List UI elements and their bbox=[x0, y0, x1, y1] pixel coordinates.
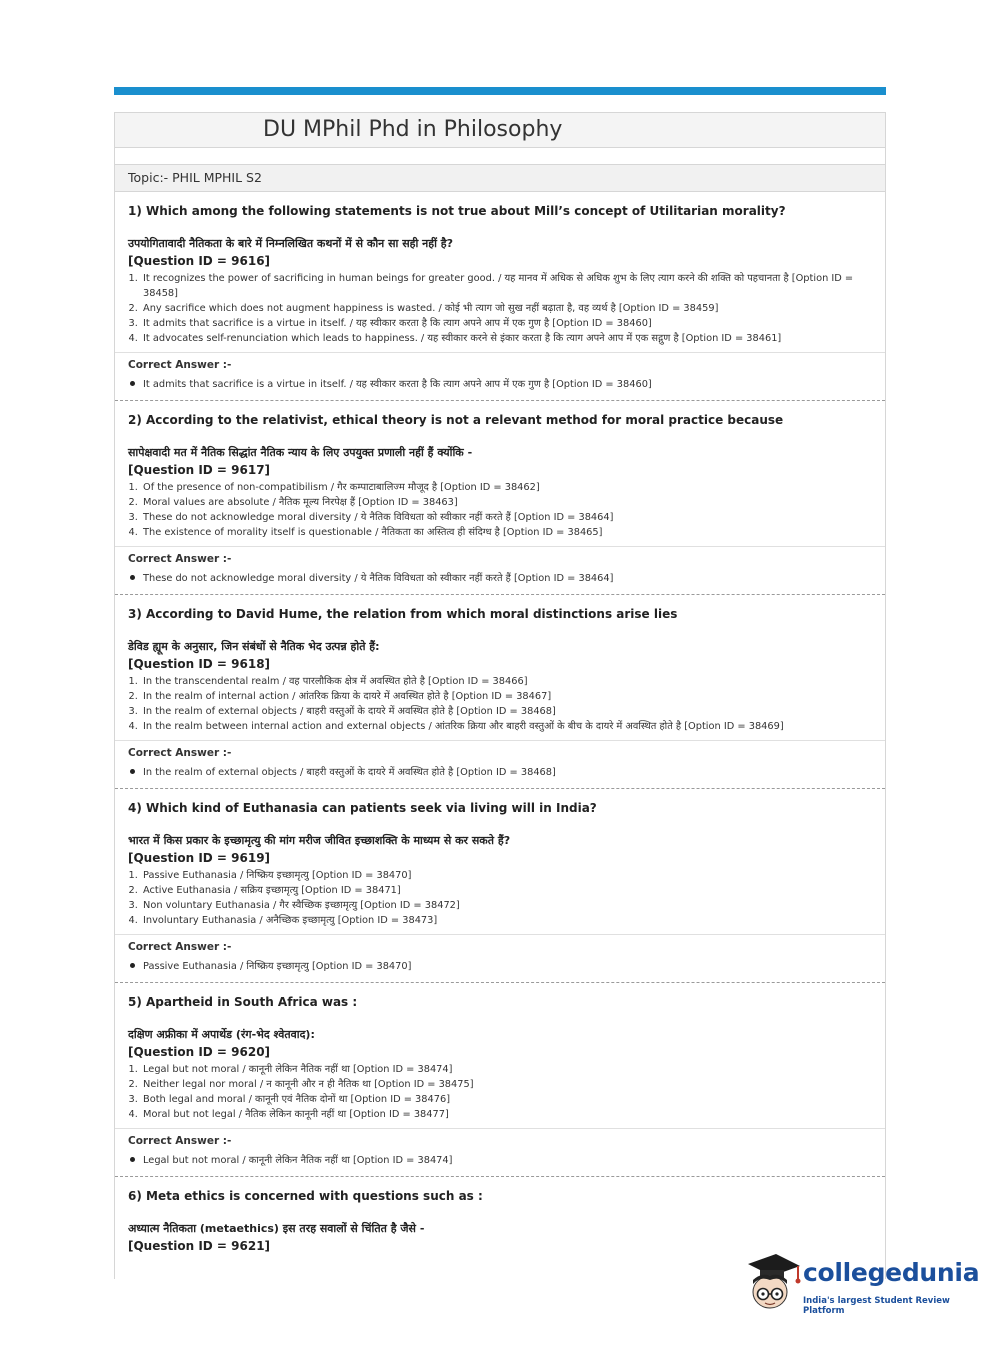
question-4 bbox=[115, 789, 885, 982]
question-text: 6) Meta ethics is concerned with questions such as : bbox=[128, 1189, 483, 1203]
question-id: [Question ID = 9618] bbox=[128, 657, 271, 671]
question-id: [Question ID = 9621] bbox=[128, 1239, 271, 1253]
correct-answer-box bbox=[115, 546, 885, 594]
question-5 bbox=[115, 983, 885, 1176]
correct-answer-box bbox=[115, 934, 885, 982]
bullet-icon bbox=[130, 381, 135, 386]
option-item: 4. The existence of morality itself is questionable / नैतिकता का अस्तित्व ही संदिग्ध है [Option ID = 38465] bbox=[141, 525, 872, 540]
question-text: 5) Apartheid in South Africa was : bbox=[128, 995, 358, 1009]
correct-answer-text: Legal but not moral / कानूनी लेकिन नैतिक नहीं था [Option ID = 38474] bbox=[143, 1155, 453, 1166]
option-item: 1. In the transcendental realm / वह पारलौकिक क्षेत्र में अवस्थित होते है [Option ID = 38466] bbox=[141, 674, 872, 689]
page-title: DU MPhil Phd in Philosophy bbox=[263, 117, 563, 142]
correct-answer bbox=[128, 571, 872, 586]
bullet-icon bbox=[130, 769, 135, 774]
options-list bbox=[115, 867, 885, 928]
correct-answer-label: Correct Answer :- bbox=[128, 747, 232, 759]
question-3 bbox=[115, 595, 885, 788]
option-item: 2. Moral values are absolute / नैतिक मूल्य निरपेक्ष हैं [Option ID = 38463] bbox=[141, 495, 872, 510]
correct-answer-label: Correct Answer :- bbox=[128, 941, 232, 953]
question-6 bbox=[115, 1177, 885, 1255]
option-item: 2. Active Euthanasia / सक्रिय इच्छामृत्यु [Option ID = 38471] bbox=[141, 883, 872, 898]
question-id: [Question ID = 9620] bbox=[128, 1045, 271, 1059]
title-box bbox=[115, 113, 885, 148]
question-text-hindi: भारत में किस प्रकार के इच्छामृत्यु की मांग मरीज जीवित इच्छाशक्ति के माध्यम से कर सकते हैं? bbox=[128, 834, 511, 847]
header-accent-bar bbox=[114, 87, 886, 95]
question-text-hindi: अध्यात्म नैतिकता (metaethics) इस तरह सवालों से चिंतित है जैसे - bbox=[128, 1222, 425, 1235]
option-item: 4. Moral but not legal / नैतिक लेकिन कानूनी नहीं था [Option ID = 38477] bbox=[141, 1107, 872, 1122]
option-item: 1. Of the presence of non-compatibilism / गैर कम्पाटाबालिज्म मौजूद है [Option ID = 38462] bbox=[141, 480, 872, 495]
option-item: 3. In the realm of external objects / बाहरी वस्तुओं के दायरे में अवस्थित होते है [Option ID = 38468] bbox=[141, 704, 872, 719]
question-text: 1) Which among the following statements is not true about Mill’s concept of Utilitarian morality? bbox=[128, 204, 786, 218]
question-1 bbox=[115, 192, 885, 400]
question-text-hindi: डेविड ह्यूम के अनुसार, जिन संबंधों से नैतिक भेद उत्पन्न होते हैं: bbox=[128, 640, 380, 653]
option-item: 3. These do not acknowledge moral diversity / ये नैतिक विविधता को स्वीकार नहीं करते हैं [Option ID = 38464] bbox=[141, 510, 872, 525]
correct-answer-box bbox=[115, 352, 885, 400]
options-list bbox=[115, 479, 885, 540]
option-item: 3. Both legal and moral / कानूनी एवं नैतिक दोनों था [Option ID = 38476] bbox=[141, 1092, 872, 1107]
correct-answer-label: Correct Answer :- bbox=[128, 553, 232, 565]
bullet-icon bbox=[130, 1157, 135, 1162]
collegedunia-logo bbox=[742, 1250, 980, 1316]
option-item: 1. It recognizes the power of sacrificing in human beings for greater good. / यह मानव में अधिक से अधिक शुभ के लिए त्याग करने की शक्ति को पहचानता है [Option ID = 38458] bbox=[141, 271, 872, 301]
question-id: [Question ID = 9619] bbox=[128, 851, 271, 865]
correct-answer bbox=[128, 959, 872, 974]
question-id: [Question ID = 9616] bbox=[128, 254, 271, 268]
correct-answer-box bbox=[115, 740, 885, 788]
option-item: 3. Non voluntary Euthanasia / गैर स्वैच्छिक इच्छामृत्यु [Option ID = 38472] bbox=[141, 898, 872, 913]
title-spacer bbox=[115, 148, 885, 165]
question-text: 2) According to the relativist, ethical theory is not a relevant method for moral practice because bbox=[128, 413, 784, 427]
question-text: 3) According to David Hume, the relation from which moral distinctions arise lies bbox=[128, 607, 678, 621]
correct-answer bbox=[128, 1153, 872, 1168]
correct-answer-label: Correct Answer :- bbox=[128, 359, 232, 371]
correct-answer bbox=[128, 377, 872, 392]
bullet-icon bbox=[130, 963, 135, 968]
option-item: 2. Any sacrifice which does not augment happiness is wasted. / कोई भी त्याग जो सुख नहीं बढ़ाता है, वह व्यर्थ है [Option ID = 38459] bbox=[141, 301, 872, 316]
correct-answer-text: It admits that sacrifice is a virtue in itself. / यह स्वीकार करता है कि त्याग अपने आप में एक गुण है [Option ID = 38460] bbox=[143, 379, 652, 390]
correct-answer-label: Correct Answer :- bbox=[128, 1135, 232, 1147]
question-paper bbox=[114, 112, 886, 1279]
bullet-icon bbox=[130, 575, 135, 580]
topic-label: Topic:- PHIL MPHIL S2 bbox=[115, 165, 885, 192]
question-id: [Question ID = 9617] bbox=[128, 463, 271, 477]
correct-answer-text: In the realm of external objects / बाहरी वस्तुओं के दायरे में अवस्थित होते है [Option ID = 38468] bbox=[143, 767, 556, 778]
option-item: 2. Neither legal nor moral / न कानूनी और न ही नैतिक था [Option ID = 38475] bbox=[141, 1077, 872, 1092]
option-item: 2. In the realm of internal action / आंतरिक क्रिया के दायरे में अवस्थित होते है [Option ID = 38467] bbox=[141, 689, 872, 704]
logo-tagline: India's largest Student Review Platform bbox=[803, 1296, 950, 1316]
option-item: 4. It advocates self-renunciation which leads to happiness. / यह स्वीकार करने से इंकार करता है कि त्याग अपने आप में एक सद्गुण है [Option ID = 38461] bbox=[141, 331, 872, 346]
correct-answer bbox=[128, 765, 872, 780]
option-item: 3. It admits that sacrifice is a virtue in itself. / यह स्वीकार करता है कि त्याग अपने आप में एक गुण है [Option ID = 38460] bbox=[141, 316, 872, 331]
option-item: 1. Legal but not moral / कानूनी लेकिन नैतिक नहीं था [Option ID = 38474] bbox=[141, 1062, 872, 1077]
question-text-hindi: दक्षिण अफ्रीका में अपार्थेड (रंग-भेद श्वेतवाद): bbox=[128, 1028, 315, 1041]
options-list bbox=[115, 1061, 885, 1122]
options-list bbox=[115, 673, 885, 734]
question-text-hindi: उपयोगितावादी नैतिकता के बारे में निम्नलिखित कथनों में से कौन सा सही नहीं है? bbox=[128, 237, 454, 250]
correct-answer-box bbox=[115, 1128, 885, 1176]
correct-answer-text: Passive Euthanasia / निष्क्रिय इच्छामृत्यु [Option ID = 38470] bbox=[143, 961, 412, 972]
question-text-hindi: सापेक्षवादी मत में नैतिक सिद्धांत नैतिक न्याय के लिए उपयुक्त प्रणाली नहीं हैं क्योंकि - bbox=[128, 446, 473, 459]
student-mascot-icon bbox=[742, 1250, 802, 1312]
correct-answer-text: These do not acknowledge moral diversity / ये नैतिक विविधता को स्वीकार नहीं करते हैं [Option ID = 38464] bbox=[143, 573, 614, 584]
option-item: 1. Passive Euthanasia / निष्क्रिय इच्छामृत्यु [Option ID = 38470] bbox=[141, 868, 872, 883]
question-2 bbox=[115, 401, 885, 594]
logo-wordmark: collegedunia bbox=[803, 1258, 980, 1287]
options-list bbox=[115, 270, 885, 346]
option-item: 4. In the realm between internal action and external objects / आंतरिक क्रिया और बाहरी वस्तुओं के बीच के दायरे में अवस्थित होते है [Option ID = 38469] bbox=[141, 719, 872, 734]
option-item: 4. Involuntary Euthanasia / अनैच्छिक इच्छामृत्यु [Option ID = 38473] bbox=[141, 913, 872, 928]
question-text: 4) Which kind of Euthanasia can patients seek via living will in India? bbox=[128, 801, 597, 815]
